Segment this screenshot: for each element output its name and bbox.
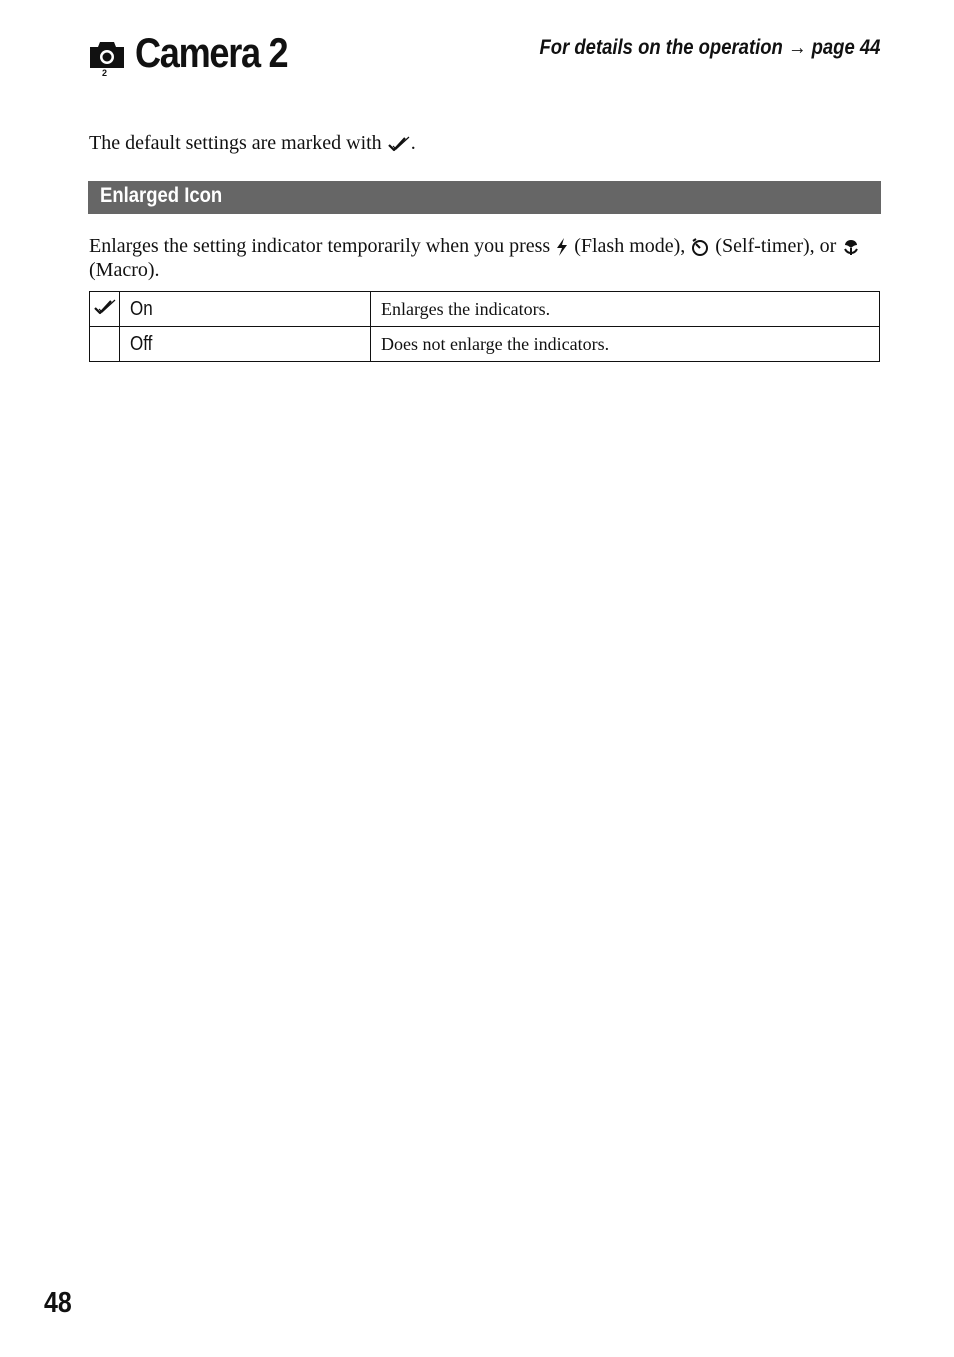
camera-icon-subscript: 2: [102, 68, 108, 78]
option-description: Does not enlarge the indicators.: [371, 327, 880, 362]
settings-table: [89, 291, 880, 362]
operation-crossref: [539, 36, 880, 60]
default-settings-note: [89, 132, 416, 155]
option-name-cell: [120, 292, 371, 327]
page-number: 48: [44, 1287, 72, 1319]
default-mark-cell: [90, 292, 120, 327]
option-name: On: [130, 297, 153, 320]
default-note-text: The default settings are marked with: [89, 132, 382, 154]
description-part-3: (Self-timer), or: [715, 235, 837, 257]
description-part-2: (Flash mode),: [574, 235, 686, 257]
flash-icon: [555, 237, 569, 257]
option-name-cell: [120, 327, 371, 362]
default-checkmark-icon: [93, 297, 117, 317]
option-description: Enlarges the indicators.: [371, 292, 880, 327]
section-description: [89, 234, 879, 282]
description-part-1: Enlarges the setting indicator temporarily when you press: [89, 235, 551, 257]
page-title: Camera 2: [135, 29, 288, 76]
table-row: [90, 327, 880, 362]
crossref-arrow: →: [787, 36, 807, 59]
option-name: Off: [130, 332, 153, 355]
section-header-bar: [88, 181, 881, 214]
description-part-4: (Macro).: [89, 259, 160, 281]
table-row: [90, 292, 880, 327]
crossref-page: page 44: [811, 36, 880, 59]
default-mark-cell: [90, 327, 120, 362]
section-title: Enlarged Icon: [100, 184, 223, 207]
macro-icon: [841, 237, 861, 257]
default-note-end: .: [410, 132, 416, 154]
default-checkmark-icon: [387, 135, 411, 153]
self-timer-icon: [690, 237, 710, 257]
crossref-text: For details on the operation: [539, 36, 783, 59]
